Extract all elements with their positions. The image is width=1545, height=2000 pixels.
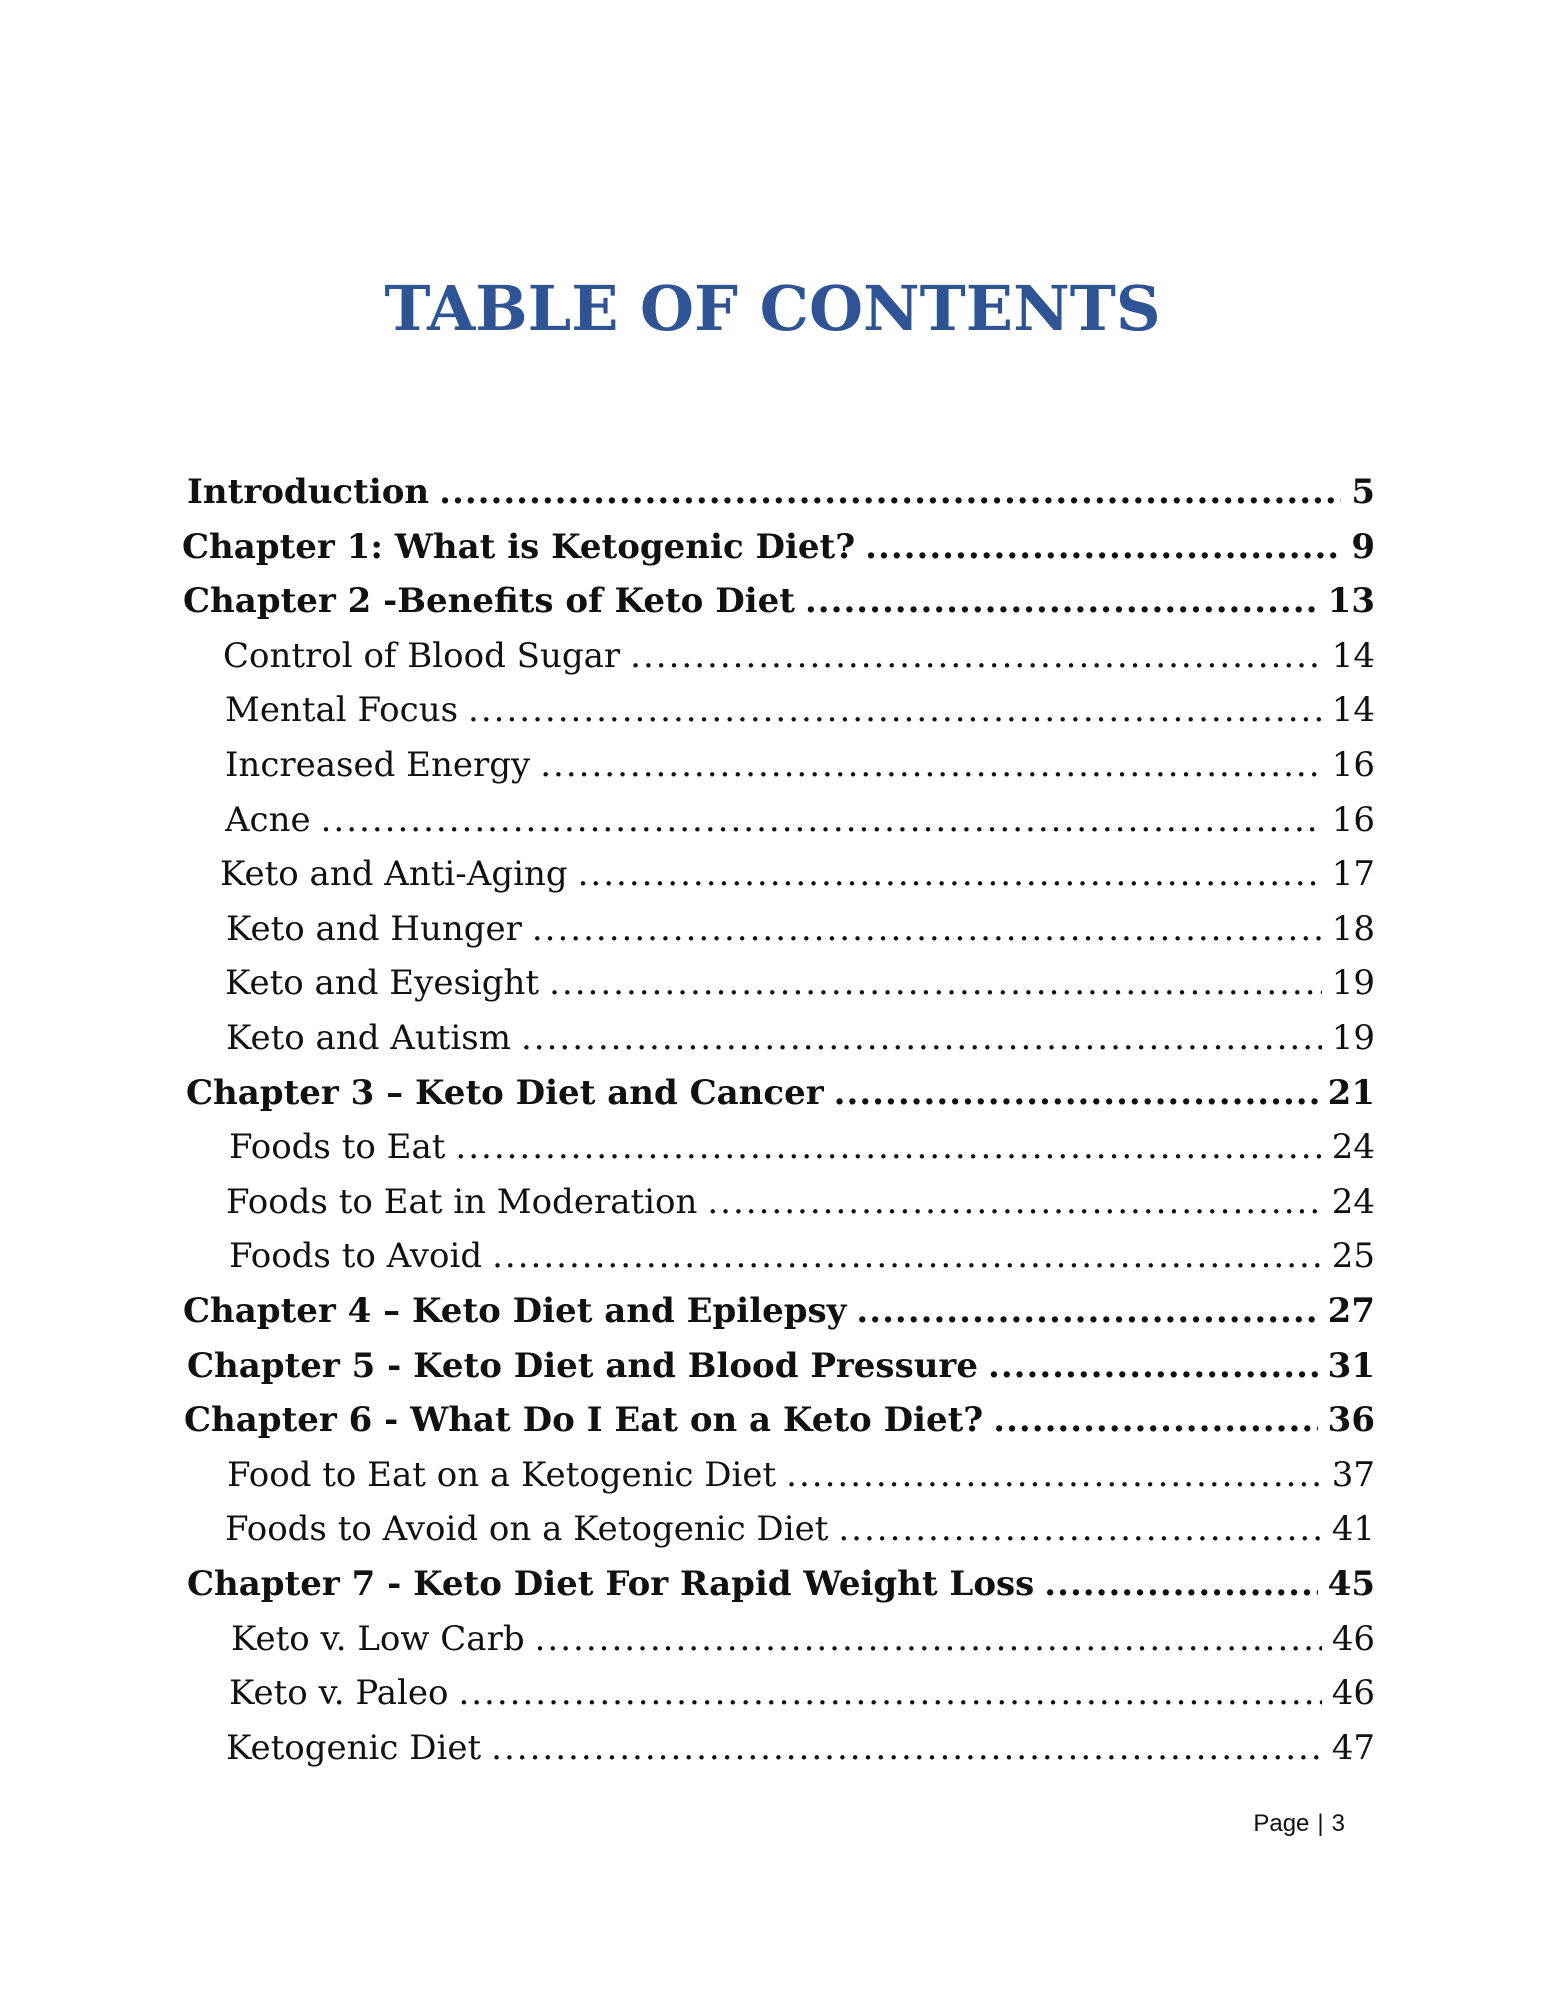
toc-section-entry[interactable] xyxy=(225,690,1375,744)
toc-section-entry[interactable] xyxy=(225,1509,1375,1563)
toc-dot-leader xyxy=(491,1728,1322,1768)
toc-entry-page-number: 27 xyxy=(1327,1291,1375,1331)
toc-entry-label: Foods to Avoid on a Ketogenic Diet xyxy=(225,1509,829,1550)
toc-section-entry[interactable] xyxy=(231,1619,1375,1673)
toc-section-entry[interactable] xyxy=(229,1673,1375,1727)
toc-entry-page-number: 19 xyxy=(1331,1018,1375,1058)
toc-chapter-entry[interactable] xyxy=(187,1564,1375,1618)
toc-dot-leader xyxy=(458,1673,1321,1713)
toc-entry-page-number: 17 xyxy=(1331,854,1375,895)
toc-dot-leader xyxy=(707,1182,1321,1222)
toc-entry-page-number: 9 xyxy=(1351,526,1375,567)
toc-entry-label: Foods to Eat in Moderation xyxy=(226,1181,698,1222)
toc-entry-label: Foods to Eat xyxy=(229,1127,446,1168)
toc-entry-label: Food to Eat on a Ketogenic Diet xyxy=(227,1454,777,1495)
toc-entry-label: Chapter 6 - What Do I Eat on a Keto Diet? xyxy=(184,1400,984,1441)
toc-section-entry[interactable] xyxy=(226,1728,1375,1782)
toc-section-entry[interactable] xyxy=(225,745,1375,799)
toc-section-entry[interactable] xyxy=(223,636,1375,690)
toc-entry-label: Mental Focus xyxy=(225,690,459,731)
toc-entry-label: Keto v. Paleo xyxy=(229,1673,449,1714)
toc-section-entry[interactable] xyxy=(225,963,1375,1017)
toc-entry-page-number: 16 xyxy=(1331,799,1375,840)
toc-dot-leader xyxy=(834,1073,1318,1113)
toc-dot-leader xyxy=(993,1400,1317,1440)
toc-entry-page-number: 5 xyxy=(1351,472,1375,512)
toc-dot-leader xyxy=(492,1236,1322,1276)
page-footer xyxy=(1253,1810,1345,1838)
toc-section-entry[interactable] xyxy=(226,1182,1375,1236)
toc-entry-page-number: 13 xyxy=(1327,581,1375,622)
toc-entry-page-number: 14 xyxy=(1331,635,1375,676)
toc-entry-label: Keto v. Low Carb xyxy=(231,1618,525,1659)
toc-entry-label: Keto and Autism xyxy=(226,1018,511,1058)
toc-dot-leader xyxy=(321,800,1322,840)
toc-entry-label: Foods to Avoid xyxy=(229,1236,483,1277)
toc-chapter-entry[interactable] xyxy=(183,1291,1375,1345)
toc-entry-label: Chapter 2 -Benefits of Keto Diet xyxy=(183,581,795,622)
toc-section-entry[interactable] xyxy=(227,1455,1375,1509)
toc-entry-page-number: 41 xyxy=(1331,1509,1375,1550)
toc-entry-page-number: 31 xyxy=(1327,1345,1375,1386)
toc-dot-leader xyxy=(535,1619,1322,1659)
page-number: 3 xyxy=(1331,1810,1345,1837)
toc-section-entry[interactable] xyxy=(229,1236,1375,1290)
toc-dot-leader xyxy=(865,527,1341,567)
toc-entry-page-number: 16 xyxy=(1331,745,1375,785)
toc-entry-label: Keto and Hunger xyxy=(226,908,522,949)
toc-section-entry[interactable] xyxy=(229,1127,1375,1181)
toc-dot-leader xyxy=(540,745,1322,785)
toc-dot-leader xyxy=(532,909,1322,949)
toc-entry-label: Control of Blood Sugar xyxy=(223,635,621,676)
toc-dot-leader xyxy=(856,1291,1317,1331)
toc-chapter-entry[interactable] xyxy=(186,1073,1375,1127)
toc-entry-page-number: 18 xyxy=(1331,908,1375,949)
toc-dot-leader xyxy=(838,1509,1321,1549)
toc-entry-label: Keto and Eyesight xyxy=(225,963,540,1004)
page-footer-label: Page xyxy=(1253,1810,1310,1837)
toc-chapter-entry[interactable] xyxy=(182,527,1375,581)
page-footer-separator: | xyxy=(1317,1810,1324,1837)
toc-chapter-entry[interactable] xyxy=(187,1346,1375,1400)
toc-dot-leader xyxy=(988,1346,1318,1386)
toc-entry-label: Acne xyxy=(225,799,311,840)
toc-dot-leader xyxy=(549,963,1322,1003)
toc-entry-page-number: 25 xyxy=(1331,1236,1375,1277)
toc-entry-label: Chapter 3 – Keto Diet and Cancer xyxy=(186,1072,824,1113)
toc-dot-leader xyxy=(468,690,1322,730)
toc-chapter-entry[interactable] xyxy=(183,581,1375,635)
toc-dot-leader xyxy=(630,636,1322,676)
toc-entry-page-number: 24 xyxy=(1331,1181,1375,1222)
toc-dot-leader xyxy=(786,1455,1322,1495)
toc-entry-label: Keto and Anti-Aging xyxy=(220,854,568,895)
toc-dot-leader xyxy=(521,1018,1322,1058)
toc-dot-leader xyxy=(455,1127,1321,1167)
toc-chapter-entry[interactable] xyxy=(187,472,1375,526)
toc-dot-leader xyxy=(805,581,1318,621)
toc-section-entry[interactable] xyxy=(226,909,1375,963)
toc-entry-label: Chapter 4 – Keto Diet and Epilepsy xyxy=(183,1291,847,1331)
toc-entry-label: Increased Energy xyxy=(225,745,531,785)
toc-section-entry[interactable] xyxy=(225,800,1375,854)
toc-entry-page-number: 19 xyxy=(1331,963,1375,1004)
toc-entry-page-number: 47 xyxy=(1331,1727,1375,1768)
toc-entry-page-number: 46 xyxy=(1331,1618,1375,1659)
toc-entry-page-number: 37 xyxy=(1331,1454,1375,1495)
toc-dot-leader xyxy=(578,854,1322,894)
toc-entry-page-number: 45 xyxy=(1327,1564,1375,1604)
toc-entry-page-number: 36 xyxy=(1327,1400,1375,1441)
toc-entry-label: Chapter 1: What is Ketogenic Diet? xyxy=(182,526,856,567)
toc-entry-label: Chapter 7 - Keto Diet For Rapid Weight Loss xyxy=(187,1564,1035,1604)
toc-entry-page-number: 14 xyxy=(1331,690,1375,731)
toc-entry-page-number: 21 xyxy=(1327,1072,1375,1113)
toc-entry-label: Ketogenic Diet xyxy=(226,1727,482,1768)
toc-entry-page-number: 24 xyxy=(1331,1127,1375,1168)
toc-section-entry[interactable] xyxy=(220,854,1375,908)
toc-entry-label: Chapter 5 - Keto Diet and Blood Pressure xyxy=(187,1345,978,1386)
page-title: TABLE OF CONTENTS xyxy=(384,272,1161,345)
toc-chapter-entry[interactable] xyxy=(184,1400,1375,1454)
toc-entry-page-number: 46 xyxy=(1331,1673,1375,1714)
toc-dot-leader xyxy=(439,472,1341,512)
toc-entry-label: Introduction xyxy=(187,472,430,512)
toc-section-entry[interactable] xyxy=(226,1018,1375,1072)
toc-dot-leader xyxy=(1044,1564,1317,1604)
